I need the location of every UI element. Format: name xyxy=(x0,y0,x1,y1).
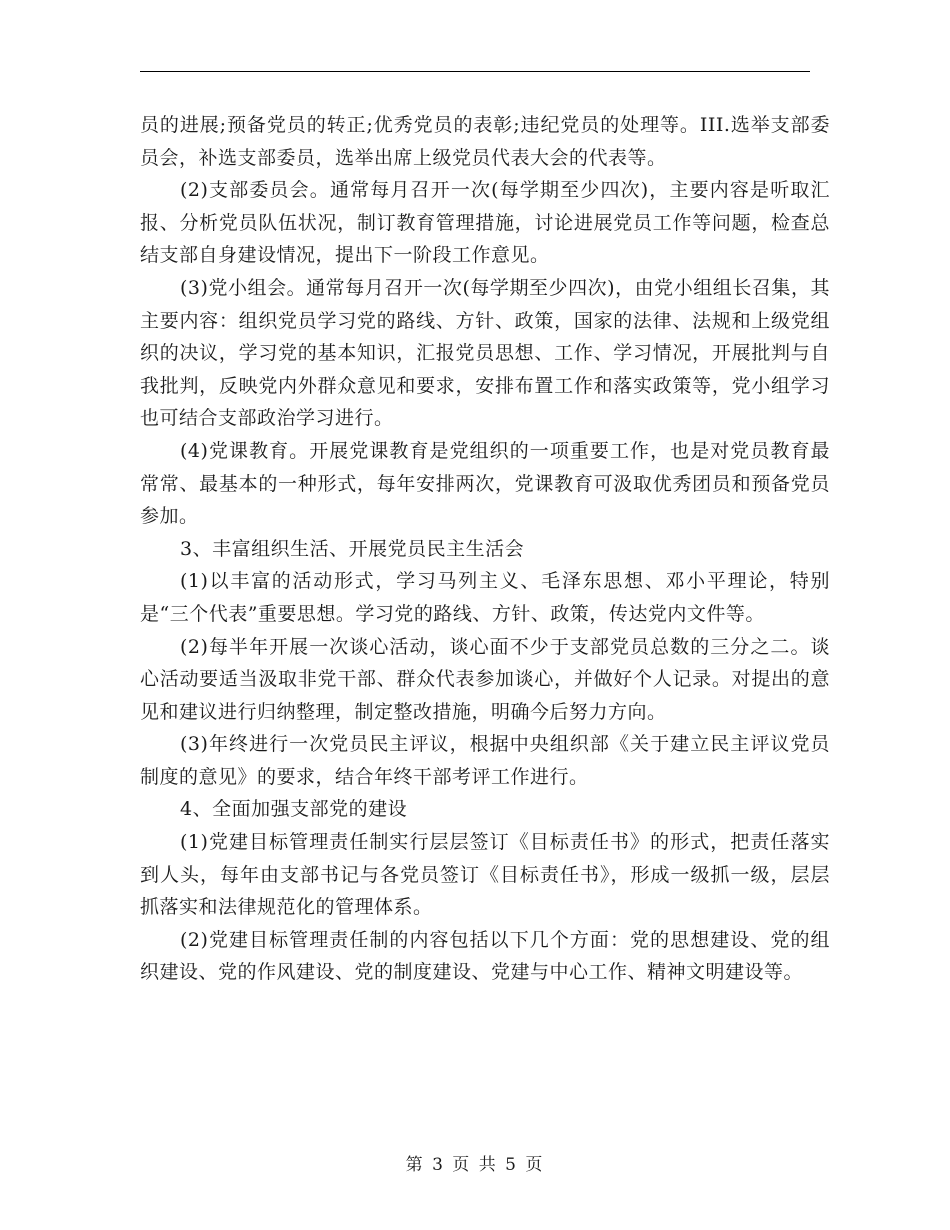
paragraph-8: (1)党建目标管理责任制实行层层签订《目标责任书》的形式，把责任落实到人头，每年由支部书记与各党员签订《目标责任书》，形成一级抓一级，层层抓落实和法律规范化的管理体系。 xyxy=(140,831,830,919)
section-heading-4: 4、全面加强支部党的建设 xyxy=(180,798,408,821)
page-footer: 第 3 页 共 5 页 xyxy=(405,1155,545,1175)
header-rule xyxy=(140,71,810,72)
paragraph-5: (1)以丰富的活动形式，学习马列主义、毛泽东思想、邓小平理论，特别是“三个代表”重要思想。学习党的路线、方针、政策，传达党内文件等。 xyxy=(140,570,830,625)
paragraph-9: (2)党建目标管理责任制的内容包括以下几个方面：党的思想建设、党的组织建设、党的作风建设、党的制度建设、党建与中心工作、精神文明建设等。 xyxy=(140,928,830,984)
paragraph-3: (3)党小组会。通常每月召开一次(每学期至少四次)，由党小组组长召集，其主要内容：组织党员学习党的路线、方针、政策，国家的法律、法规和上级党组织的决议，学习党的基本知识，汇报党员思想、工作、学习情况，开展批判与自我批判，反映党内外群众意见和要求，安排布置工作和落实政策等，党小组学习也可结合支部政治学习进行。 xyxy=(140,276,830,430)
paragraph-2: (2)支部委员会。通常每月召开一次(每学期至少四次)，主要内容是听取汇报、分析党员队伍状况，制订教育管理措施，讨论进展党员工作等问题，检查总结支部自身建设情况，提出下一阶段工作意见。 xyxy=(140,179,830,267)
paragraph-7: (3)年终进行一次党员民主评议，根据中央组织部《关于建立民主评议党员制度的意见》的要求，结合年终干部考评工作进行。 xyxy=(140,733,830,788)
paragraph-6: (2)每半年开展一次谈心活动，谈心面不少于支部党员总数的三分之二。谈心活动要适当汲取非党干部、群众代表参加谈心，并做好个人记录。对提出的意见和建议进行归纳整理，制定整改措施，明确今后努力方向。 xyxy=(140,635,830,723)
paragraph-4: (4)党课教育。开展党课教育是党组织的一项重要工作，也是对党员教育最常常、最基本的一种形式，每年安排两次，党课教育可汲取优秀团员和预备党员参加。 xyxy=(140,439,830,528)
document-body xyxy=(140,109,830,989)
section-heading-3: 3、丰富组织生活、开展党员民主生活会 xyxy=(180,537,525,560)
paragraph-1: 员的进展;预备党员的转正;优秀党员的表彰;违纪党员的处理等。III.选举支部委员会，补选支部委员，选举出席上级党员代表大会的代表等。 xyxy=(140,114,830,169)
